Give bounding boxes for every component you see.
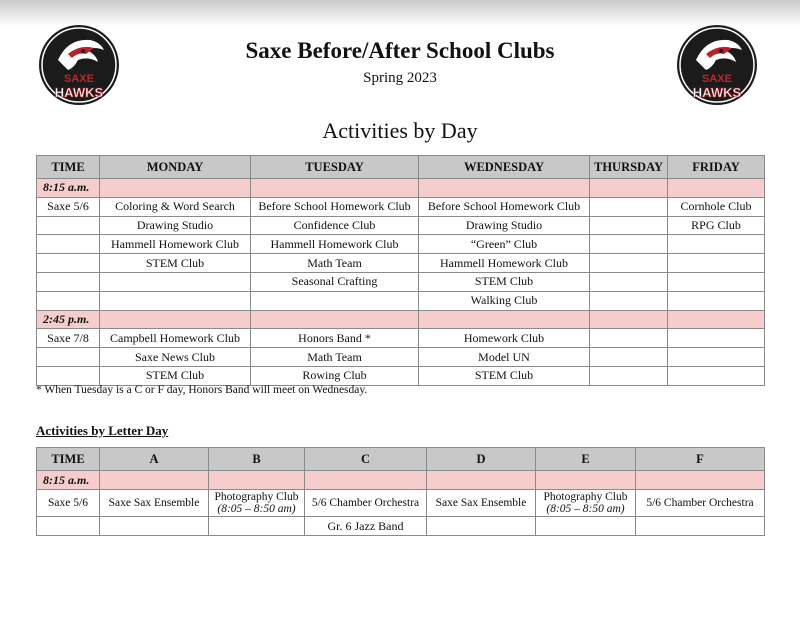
header-day-c: C (305, 448, 427, 471)
saxe-hawks-logo-right (676, 24, 758, 106)
time-row (37, 310, 765, 329)
table-cell (668, 272, 765, 291)
table-cell (668, 235, 765, 254)
table-cell: Before School Homework Club (419, 197, 590, 216)
time-label: 2:45 p.m. (37, 310, 100, 329)
header-time: TIME (37, 448, 100, 471)
table-cell: Confidence Club (251, 216, 419, 235)
page-subtitle: Spring 2023 (363, 70, 437, 86)
table-cell: Cornhole Club (668, 197, 765, 216)
cell-main-text: Photography Club (214, 491, 299, 503)
table-cell: STEM Club (100, 366, 251, 385)
time-row (37, 179, 765, 198)
table-cell (37, 348, 100, 367)
table-row (37, 254, 765, 273)
table-cell (590, 291, 668, 310)
table-cell (100, 517, 209, 536)
table-cell (668, 366, 765, 385)
table-row (37, 216, 765, 235)
logo-text-saxe: SAXE (64, 73, 94, 85)
table-cell: Drawing Studio (100, 216, 251, 235)
table-cell (668, 329, 765, 348)
table-cell (636, 517, 765, 536)
table-cell: Saxe 5/6 (37, 197, 100, 216)
header-tuesday: TUESDAY (251, 156, 419, 179)
table-cell: 5/6 Chamber Orchestra (305, 490, 427, 517)
table-cell (590, 235, 668, 254)
header-day-a: A (100, 448, 209, 471)
table-cell: Rowing Club (251, 366, 419, 385)
table-cell (590, 272, 668, 291)
activities-by-letter-day-table (36, 447, 765, 536)
honors-band-note: * When Tuesday is a C or F day, Honors Band will meet on Wednesday. (36, 384, 368, 396)
header-day-f: F (636, 448, 765, 471)
table-cell (37, 291, 100, 310)
header-monday: MONDAY (100, 156, 251, 179)
table-cell (590, 329, 668, 348)
table-cell (100, 272, 251, 291)
activities-by-day-table (36, 155, 765, 386)
saxe-hawks-logo-left (38, 24, 120, 106)
top-shadow (0, 0, 800, 26)
table-row (37, 348, 765, 367)
header-friday: FRIDAY (668, 156, 765, 179)
table-cell (590, 348, 668, 367)
table-cell (590, 366, 668, 385)
header-wednesday: WEDNESDAY (419, 156, 590, 179)
table-cell: Drawing Studio (419, 216, 590, 235)
table-cell (668, 291, 765, 310)
cell-time-range: (8:05 – 8:50 am) (546, 503, 625, 515)
table-cell: Gr. 6 Jazz Band (305, 517, 427, 536)
time-row (37, 471, 765, 490)
table-cell (668, 348, 765, 367)
header-time: TIME (37, 156, 100, 179)
table-cell: Saxe News Club (100, 348, 251, 367)
table-cell: RPG Club (668, 216, 765, 235)
table-cell (590, 216, 668, 235)
header-day-e: E (536, 448, 636, 471)
table-cell (209, 490, 305, 517)
table-cell: Saxe 5/6 (37, 490, 100, 517)
logo-text-saxe: SAXE (702, 73, 732, 85)
table-cell: Campbell Homework Club (100, 329, 251, 348)
table-cell: Honors Band * (251, 329, 419, 348)
table-cell: STEM Club (100, 254, 251, 273)
table-row (37, 517, 765, 536)
table-cell (37, 216, 100, 235)
table-cell (37, 517, 100, 536)
cell-main-text: Photography Club (543, 491, 628, 503)
logo-text-hawks: HAWKS (54, 85, 104, 100)
cell-time-range: (8:05 – 8:50 am) (217, 503, 296, 515)
table-cell (536, 517, 636, 536)
activities-by-letter-day-title: Activities by Letter Day (36, 423, 169, 438)
activities-by-day-title: Activities by Day (322, 118, 478, 143)
table-cell (590, 254, 668, 273)
table-cell (37, 254, 100, 273)
table-cell (668, 254, 765, 273)
table-cell: Model UN (419, 348, 590, 367)
table-cell: Homework Club (419, 329, 590, 348)
table-cell (427, 517, 536, 536)
table-cell: Coloring & Word Search (100, 197, 251, 216)
table-header-row (37, 448, 765, 471)
time-label: 8:15 a.m. (37, 471, 100, 490)
table-cell: Walking Club (419, 291, 590, 310)
table-cell (590, 197, 668, 216)
table-cell: Saxe Sax Ensemble (427, 490, 536, 517)
table-cell: Math Team (251, 348, 419, 367)
table-cell: Seasonal Crafting (251, 272, 419, 291)
table-row (37, 235, 765, 254)
header-day-b: B (209, 448, 305, 471)
table-cell: Hammell Homework Club (100, 235, 251, 254)
table-cell (37, 366, 100, 385)
table-cell (251, 291, 419, 310)
page-title: Saxe Before/After School Clubs (245, 38, 555, 63)
table-row (37, 197, 765, 216)
table-cell (536, 490, 636, 517)
table-cell: Saxe 7/8 (37, 329, 100, 348)
header-day-d: D (427, 448, 536, 471)
table-cell: STEM Club (419, 272, 590, 291)
table-cell (100, 291, 251, 310)
header-thursday: THURSDAY (590, 156, 668, 179)
logo-text-hawks: HAWKS (692, 85, 742, 100)
table-row (37, 366, 765, 385)
table-cell (37, 235, 100, 254)
table-cell: Math Team (251, 254, 419, 273)
table-cell: STEM Club (419, 366, 590, 385)
table-row (37, 291, 765, 310)
table-cell (37, 272, 100, 291)
table-cell: Saxe Sax Ensemble (100, 490, 209, 517)
time-label: 8:15 a.m. (37, 179, 100, 198)
table-row (37, 272, 765, 291)
table-row (37, 329, 765, 348)
table-header-row (37, 156, 765, 179)
table-cell: Before School Homework Club (251, 197, 419, 216)
table-cell (209, 517, 305, 536)
table-cell: 5/6 Chamber Orchestra (636, 490, 765, 517)
table-cell: “Green” Club (419, 235, 590, 254)
table-cell: Hammell Homework Club (251, 235, 419, 254)
table-row (37, 490, 765, 517)
table-cell: Hammell Homework Club (419, 254, 590, 273)
